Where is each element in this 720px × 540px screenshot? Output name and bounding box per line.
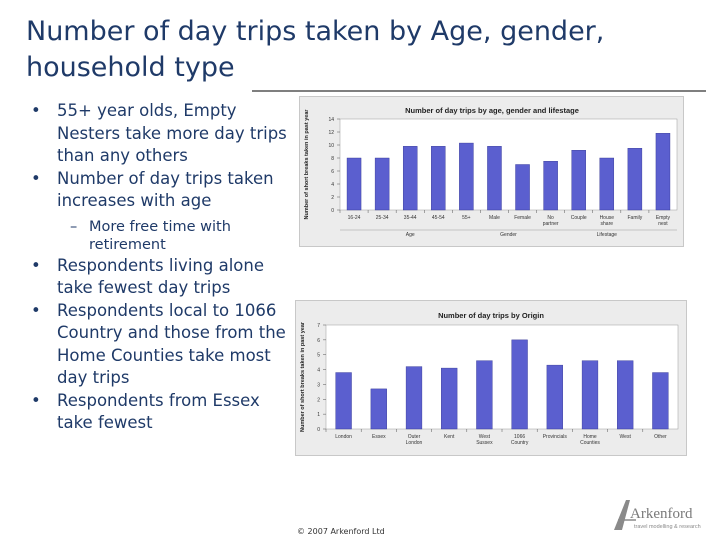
bar bbox=[476, 361, 492, 429]
arkenford-logo bbox=[606, 496, 712, 532]
x-group-label: Lifestage bbox=[596, 232, 617, 238]
x-tick-label: 45-54 bbox=[431, 215, 445, 221]
sub-bullet-item: – More free time with retirement bbox=[26, 218, 296, 254]
y-tick-label: 4 bbox=[317, 367, 320, 374]
bar bbox=[656, 133, 670, 210]
y-tick-label: 10 bbox=[328, 143, 334, 149]
x-tick-label: Counties bbox=[580, 440, 600, 446]
x-group-label: Age bbox=[405, 232, 415, 238]
y-tick-label: 6 bbox=[331, 169, 334, 175]
bar bbox=[347, 158, 361, 210]
bar bbox=[487, 146, 501, 210]
bar bbox=[406, 367, 422, 429]
bar bbox=[617, 361, 633, 429]
bar bbox=[652, 373, 668, 429]
x-tick-label: House bbox=[599, 215, 615, 221]
x-tick-label: Male bbox=[489, 215, 500, 221]
y-tick-label: 2 bbox=[317, 397, 320, 404]
y-tick-label: 8 bbox=[331, 156, 334, 162]
x-tick-label: London bbox=[405, 440, 423, 446]
y-tick-label: 12 bbox=[328, 130, 334, 136]
copyright-footer: © 2007 Arkenford Ltd bbox=[297, 527, 385, 536]
bar bbox=[544, 161, 558, 210]
bullet-item: • Number of day trips taken increases with age bbox=[26, 168, 296, 213]
chart-title: Number of day trips by Origin bbox=[438, 311, 544, 320]
x-tick-label: Couple bbox=[570, 215, 587, 221]
y-tick-label: 0 bbox=[317, 427, 320, 433]
y-tick-label: 0 bbox=[331, 208, 334, 214]
x-tick-label: 35-44 bbox=[403, 215, 417, 221]
bar bbox=[600, 158, 614, 210]
plot-area bbox=[340, 119, 677, 210]
logo-tagline: travel modelling & research bbox=[634, 524, 701, 530]
day-trips-by-origin-chart bbox=[295, 300, 687, 456]
x-tick-label: Provincials bbox=[542, 434, 567, 440]
bar bbox=[512, 340, 528, 429]
bullet-item: • Respondents living alone take fewest day trips bbox=[26, 255, 296, 300]
x-group-label: Gender bbox=[500, 232, 517, 238]
y-axis-label: Number of short breaks taken in past year bbox=[300, 321, 306, 433]
bar bbox=[441, 368, 457, 429]
y-tick-label: 6 bbox=[317, 337, 320, 344]
x-tick-label: Home bbox=[583, 434, 597, 440]
x-tick-label: Empty bbox=[655, 215, 671, 221]
bar bbox=[628, 148, 642, 210]
x-tick-label: 25-34 bbox=[375, 215, 389, 221]
y-tick-label: 4 bbox=[331, 182, 334, 188]
x-tick-label: Outer bbox=[407, 434, 421, 440]
x-tick-label: Other bbox=[654, 434, 667, 440]
title-underline bbox=[252, 90, 706, 92]
x-tick-label: Kent bbox=[444, 434, 455, 440]
day-trips-by-age-gender-chart bbox=[299, 96, 684, 247]
chart-canvas bbox=[300, 97, 685, 248]
x-tick-label: West bbox=[619, 434, 631, 440]
logo-wordmark: Arkenford bbox=[630, 506, 693, 522]
x-tick-label: Sussex bbox=[476, 440, 493, 446]
x-tick-label: London bbox=[335, 434, 352, 440]
x-tick-label: Essex bbox=[371, 434, 386, 440]
bar bbox=[431, 146, 445, 210]
x-tick-label: partner bbox=[542, 221, 559, 227]
x-tick-label: 1066 bbox=[514, 434, 526, 440]
chart-title: Number of day trips by age, gender and lifestage bbox=[405, 106, 579, 115]
y-tick-label: 2 bbox=[331, 195, 334, 201]
bar bbox=[516, 165, 530, 211]
bullet-item: • Respondents local to 1066 Country and those from the Home Counties take most day trips bbox=[26, 300, 296, 390]
x-tick-label: 55+ bbox=[462, 215, 471, 221]
y-tick-label: 7 bbox=[317, 323, 320, 329]
slide-title: Number of day trips taken by Age, gender, household type bbox=[26, 16, 605, 83]
bar bbox=[572, 150, 586, 210]
bar bbox=[582, 361, 598, 429]
x-tick-label: Country bbox=[510, 440, 529, 446]
x-tick-label: 16-24 bbox=[347, 215, 361, 221]
y-tick-label: 14 bbox=[328, 117, 334, 123]
bar bbox=[336, 373, 352, 429]
chart-canvas bbox=[296, 301, 688, 457]
y-tick-label: 5 bbox=[317, 352, 320, 359]
bar bbox=[547, 365, 563, 429]
x-tick-label: West bbox=[478, 434, 491, 440]
y-axis-label: Number of short breaks taken in past year bbox=[304, 109, 310, 220]
bullet-item: • 55+ year olds, Empty Nesters take more day trips than any others bbox=[26, 100, 296, 168]
x-tick-label: nest bbox=[658, 221, 668, 227]
bullet-item: • Respondents from Essex take fewest bbox=[26, 390, 296, 435]
y-tick-label: 3 bbox=[317, 382, 320, 389]
x-tick-label: share bbox=[600, 221, 614, 227]
x-tick-label: Female bbox=[514, 215, 531, 221]
y-tick-label: 1 bbox=[317, 412, 320, 419]
x-tick-label: No bbox=[547, 215, 554, 221]
bar bbox=[403, 146, 417, 210]
x-tick-label: Family bbox=[627, 215, 643, 221]
bullet-list bbox=[26, 100, 296, 435]
bar bbox=[375, 158, 389, 210]
bar bbox=[371, 389, 387, 429]
bar bbox=[459, 143, 473, 210]
